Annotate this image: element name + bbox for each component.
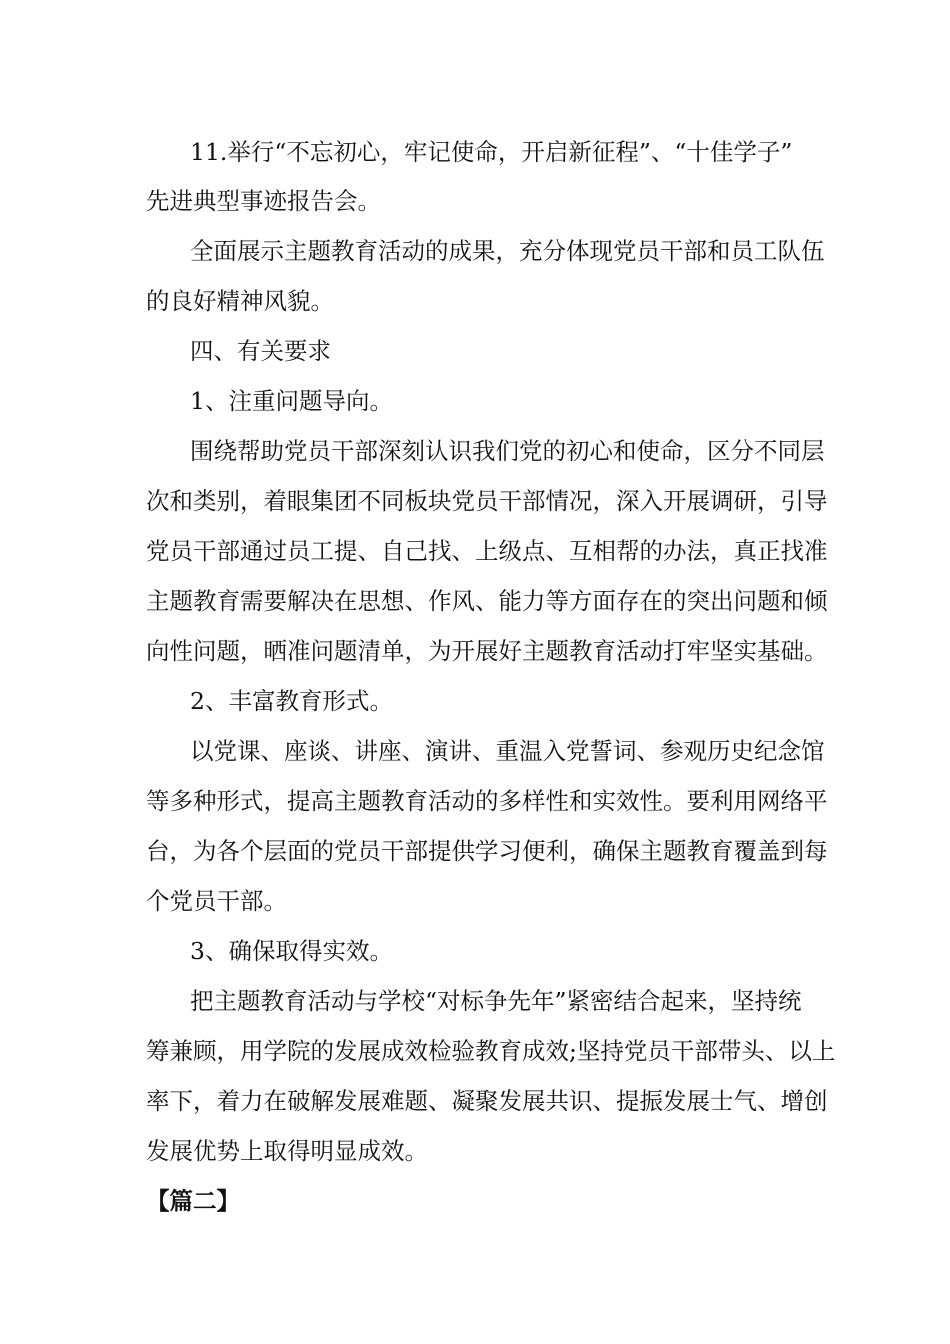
paragraph-line: 以党课、座谈、讲座、演讲、重温入党誓词、参观历史纪念馆 xyxy=(190,737,825,765)
paragraph-line: 向性问题，晒准问题清单，为开展好主题教育活动打牢坚实基础。 xyxy=(146,637,828,665)
paragraph-line: 11.举行“不忘初心，牢记使命，开启新征程”、“十佳学子” xyxy=(190,138,793,166)
subsection-heading: 3、确保取得实效。 xyxy=(190,937,393,965)
paragraph-line: 的良好精神风貌。 xyxy=(146,287,334,315)
subsection-heading: 2、丰富教育形式。 xyxy=(190,687,393,715)
subsection-heading: 1、注重问题导向。 xyxy=(190,387,393,415)
paragraph-line: 主题教育需要解决在思想、作风、能力等方面存在的突出问题和倾 xyxy=(146,587,828,615)
paragraph-line: 台，为各个层面的党员干部提供学习便利，确保主题教育覆盖到每 xyxy=(146,837,828,865)
paragraph-line: 围绕帮助党员干部深刻认识我们党的初心和使命，区分不同层 xyxy=(190,437,825,465)
paragraph-line: 等多种形式，提高主题教育活动的多样性和实效性。要利用网络平 xyxy=(146,787,828,815)
paragraph-line: 筹兼顾，用学院的发展成效检验教育成效;坚持党员干部带头、以上 xyxy=(146,1037,836,1065)
section-label: 【篇二】 xyxy=(146,1187,240,1215)
paragraph-line: 党员干部通过员工提、自己找、上级点、互相帮的办法，真正找准 xyxy=(146,537,828,565)
section-heading: 四、有关要求 xyxy=(190,337,331,365)
paragraph-line: 先进典型事迹报告会。 xyxy=(146,187,381,215)
paragraph-line: 率下，着力在破解发展难题、凝聚发展共识、提振发展士气、增创 xyxy=(146,1087,828,1115)
paragraph-line: 全面展示主题教育活动的成果，充分体现党员干部和员工队伍 xyxy=(190,237,825,265)
paragraph-line: 次和类别，着眼集团不同板块党员干部情况，深入开展调研，引导 xyxy=(146,487,828,515)
paragraph-line: 发展优势上取得明显成效。 xyxy=(146,1137,428,1165)
paragraph-line: 把主题教育活动与学校“对标争先年”紧密结合起来，坚持统 xyxy=(190,987,802,1015)
paragraph-line: 个党员干部。 xyxy=(146,887,287,915)
